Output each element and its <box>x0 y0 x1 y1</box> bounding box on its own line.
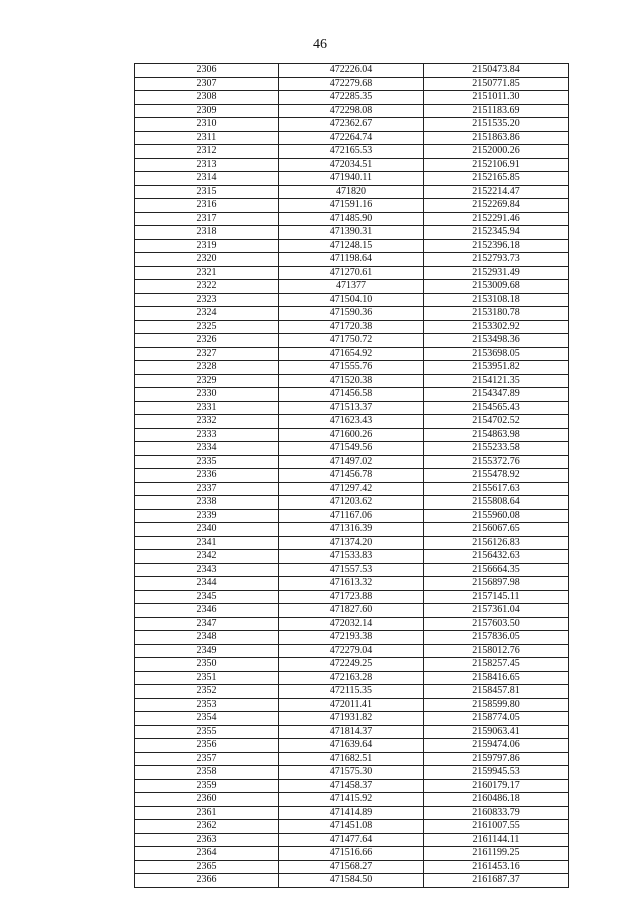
table-row <box>135 428 569 442</box>
table-row <box>135 482 569 496</box>
y-coordinate-cell: 2156126.83 <box>424 536 569 550</box>
point-number-cell: 2349 <box>135 644 279 658</box>
y-coordinate-cell: 2157361.04 <box>424 604 569 618</box>
point-number-cell: 2335 <box>135 455 279 469</box>
x-coordinate-cell: 471814.37 <box>279 725 424 739</box>
table-row <box>135 563 569 577</box>
y-coordinate-cell: 2160486.18 <box>424 793 569 807</box>
table-row <box>135 172 569 186</box>
x-coordinate-cell: 471270.61 <box>279 266 424 280</box>
x-coordinate-cell: 471549.56 <box>279 442 424 456</box>
table-row <box>135 185 569 199</box>
point-number-cell: 2347 <box>135 617 279 631</box>
x-coordinate-cell: 471497.02 <box>279 455 424 469</box>
y-coordinate-cell: 2152106.91 <box>424 158 569 172</box>
y-coordinate-cell: 2154565.43 <box>424 401 569 415</box>
y-coordinate-cell: 2159474.06 <box>424 739 569 753</box>
point-number-cell: 2346 <box>135 604 279 618</box>
table-row <box>135 442 569 456</box>
y-coordinate-cell: 2152793.73 <box>424 253 569 267</box>
x-coordinate-cell: 471827.60 <box>279 604 424 618</box>
y-coordinate-cell: 2156432.63 <box>424 550 569 564</box>
y-coordinate-cell: 2152000.26 <box>424 145 569 159</box>
point-number-cell: 2319 <box>135 239 279 253</box>
point-number-cell: 2359 <box>135 779 279 793</box>
table-row <box>135 212 569 226</box>
y-coordinate-cell: 2158012.76 <box>424 644 569 658</box>
y-coordinate-cell: 2153302.92 <box>424 320 569 334</box>
table-row <box>135 752 569 766</box>
y-coordinate-cell: 2161199.25 <box>424 847 569 861</box>
point-number-cell: 2360 <box>135 793 279 807</box>
table-row <box>135 347 569 361</box>
y-coordinate-cell: 2150771.85 <box>424 77 569 91</box>
table-row <box>135 617 569 631</box>
table-row <box>135 820 569 834</box>
x-coordinate-cell: 472362.67 <box>279 118 424 132</box>
x-coordinate-cell: 471485.90 <box>279 212 424 226</box>
y-coordinate-cell: 2158457.81 <box>424 685 569 699</box>
point-number-cell: 2306 <box>135 64 279 78</box>
x-coordinate-cell: 472264.74 <box>279 131 424 145</box>
table-row <box>135 293 569 307</box>
table-row <box>135 590 569 604</box>
point-number-cell: 2323 <box>135 293 279 307</box>
y-coordinate-cell: 2160179.17 <box>424 779 569 793</box>
point-number-cell: 2342 <box>135 550 279 564</box>
x-coordinate-cell: 471533.83 <box>279 550 424 564</box>
x-coordinate-cell: 471931.82 <box>279 712 424 726</box>
point-number-cell: 2354 <box>135 712 279 726</box>
x-coordinate-cell: 471720.38 <box>279 320 424 334</box>
y-coordinate-cell: 2152931.49 <box>424 266 569 280</box>
table-row <box>135 631 569 645</box>
table-row <box>135 779 569 793</box>
table-row <box>135 280 569 294</box>
y-coordinate-cell: 2152269.84 <box>424 199 569 213</box>
x-coordinate-cell: 472032.14 <box>279 617 424 631</box>
table-row <box>135 361 569 375</box>
point-number-cell: 2325 <box>135 320 279 334</box>
x-coordinate-cell: 471639.64 <box>279 739 424 753</box>
y-coordinate-cell: 2155960.08 <box>424 509 569 523</box>
x-coordinate-cell: 471590.36 <box>279 307 424 321</box>
x-coordinate-cell: 471520.38 <box>279 374 424 388</box>
table-row <box>135 253 569 267</box>
y-coordinate-cell: 2159063.41 <box>424 725 569 739</box>
table-row <box>135 874 569 888</box>
table-row <box>135 91 569 105</box>
point-number-cell: 2350 <box>135 658 279 672</box>
page-number: 46 <box>313 37 327 52</box>
table-row <box>135 833 569 847</box>
point-number-cell: 2345 <box>135 590 279 604</box>
table-row <box>135 671 569 685</box>
point-number-cell: 2309 <box>135 104 279 118</box>
y-coordinate-cell: 2158774.05 <box>424 712 569 726</box>
x-coordinate-cell: 471723.88 <box>279 590 424 604</box>
table-row <box>135 455 569 469</box>
table-row <box>135 604 569 618</box>
y-coordinate-cell: 2151863.86 <box>424 131 569 145</box>
point-number-cell: 2339 <box>135 509 279 523</box>
table-row <box>135 199 569 213</box>
y-coordinate-cell: 2157145.11 <box>424 590 569 604</box>
table-row <box>135 334 569 348</box>
y-coordinate-cell: 2153951.82 <box>424 361 569 375</box>
x-coordinate-cell: 471555.76 <box>279 361 424 375</box>
y-coordinate-cell: 2155617.63 <box>424 482 569 496</box>
x-coordinate-cell: 471654.92 <box>279 347 424 361</box>
y-coordinate-cell: 2151011.30 <box>424 91 569 105</box>
point-number-cell: 2318 <box>135 226 279 240</box>
y-coordinate-cell: 2154702.52 <box>424 415 569 429</box>
point-number-cell: 2322 <box>135 280 279 294</box>
point-number-cell: 2365 <box>135 860 279 874</box>
point-number-cell: 2332 <box>135 415 279 429</box>
y-coordinate-cell: 2155372.76 <box>424 455 569 469</box>
point-number-cell: 2355 <box>135 725 279 739</box>
point-number-cell: 2330 <box>135 388 279 402</box>
x-coordinate-cell: 472165.53 <box>279 145 424 159</box>
x-coordinate-cell: 471557.53 <box>279 563 424 577</box>
x-coordinate-cell: 472163.28 <box>279 671 424 685</box>
point-number-cell: 2337 <box>135 482 279 496</box>
point-number-cell: 2311 <box>135 131 279 145</box>
point-number-cell: 2334 <box>135 442 279 456</box>
table-row <box>135 806 569 820</box>
x-coordinate-cell: 472285.35 <box>279 91 424 105</box>
y-coordinate-cell: 2152165.85 <box>424 172 569 186</box>
table-row <box>135 577 569 591</box>
point-number-cell: 2343 <box>135 563 279 577</box>
x-coordinate-cell: 471513.37 <box>279 401 424 415</box>
table-row <box>135 239 569 253</box>
table-row <box>135 766 569 780</box>
point-number-cell: 2326 <box>135 334 279 348</box>
x-coordinate-cell: 471504.10 <box>279 293 424 307</box>
coordinates-table-body <box>135 64 569 888</box>
x-coordinate-cell: 471297.42 <box>279 482 424 496</box>
y-coordinate-cell: 2152214.47 <box>424 185 569 199</box>
point-number-cell: 2348 <box>135 631 279 645</box>
y-coordinate-cell: 2161144.11 <box>424 833 569 847</box>
x-coordinate-cell: 471591.16 <box>279 199 424 213</box>
table-row <box>135 712 569 726</box>
table-row <box>135 847 569 861</box>
y-coordinate-cell: 2160833.79 <box>424 806 569 820</box>
table-row <box>135 415 569 429</box>
x-coordinate-cell: 471516.66 <box>279 847 424 861</box>
y-coordinate-cell: 2154121.35 <box>424 374 569 388</box>
x-coordinate-cell: 471750.72 <box>279 334 424 348</box>
table-row <box>135 118 569 132</box>
table-row <box>135 77 569 91</box>
table-row <box>135 401 569 415</box>
point-number-cell: 2324 <box>135 307 279 321</box>
y-coordinate-cell: 2153108.18 <box>424 293 569 307</box>
y-coordinate-cell: 2152345.94 <box>424 226 569 240</box>
y-coordinate-cell: 2153498.36 <box>424 334 569 348</box>
x-coordinate-cell: 471456.78 <box>279 469 424 483</box>
x-coordinate-cell: 472298.08 <box>279 104 424 118</box>
table-row <box>135 388 569 402</box>
x-coordinate-cell: 472249.25 <box>279 658 424 672</box>
y-coordinate-cell: 2152396.18 <box>424 239 569 253</box>
y-coordinate-cell: 2159797.86 <box>424 752 569 766</box>
point-number-cell: 2356 <box>135 739 279 753</box>
x-coordinate-cell: 471584.50 <box>279 874 424 888</box>
x-coordinate-cell: 471198.64 <box>279 253 424 267</box>
x-coordinate-cell: 471414.89 <box>279 806 424 820</box>
x-coordinate-cell: 471600.26 <box>279 428 424 442</box>
point-number-cell: 2307 <box>135 77 279 91</box>
point-number-cell: 2362 <box>135 820 279 834</box>
table-row <box>135 860 569 874</box>
y-coordinate-cell: 2155233.58 <box>424 442 569 456</box>
point-number-cell: 2331 <box>135 401 279 415</box>
table-row <box>135 320 569 334</box>
point-number-cell: 2363 <box>135 833 279 847</box>
x-coordinate-cell: 472279.68 <box>279 77 424 91</box>
y-coordinate-cell: 2161687.37 <box>424 874 569 888</box>
x-coordinate-cell: 471316.39 <box>279 523 424 537</box>
point-number-cell: 2366 <box>135 874 279 888</box>
point-number-cell: 2341 <box>135 536 279 550</box>
y-coordinate-cell: 2157603.50 <box>424 617 569 631</box>
x-coordinate-cell: 471623.43 <box>279 415 424 429</box>
x-coordinate-cell: 471568.27 <box>279 860 424 874</box>
x-coordinate-cell: 471613.32 <box>279 577 424 591</box>
y-coordinate-cell: 2155478.92 <box>424 469 569 483</box>
y-coordinate-cell: 2152291.46 <box>424 212 569 226</box>
point-number-cell: 2314 <box>135 172 279 186</box>
x-coordinate-cell: 472279.04 <box>279 644 424 658</box>
point-number-cell: 2329 <box>135 374 279 388</box>
x-coordinate-cell: 471477.64 <box>279 833 424 847</box>
table-row <box>135 725 569 739</box>
point-number-cell: 2361 <box>135 806 279 820</box>
x-coordinate-cell: 472034.51 <box>279 158 424 172</box>
point-number-cell: 2358 <box>135 766 279 780</box>
table-row <box>135 536 569 550</box>
y-coordinate-cell: 2151535.20 <box>424 118 569 132</box>
x-coordinate-cell: 471415.92 <box>279 793 424 807</box>
y-coordinate-cell: 2154863.98 <box>424 428 569 442</box>
x-coordinate-cell: 471820 <box>279 185 424 199</box>
table-row <box>135 158 569 172</box>
table-row <box>135 374 569 388</box>
table-row <box>135 469 569 483</box>
x-coordinate-cell: 471458.37 <box>279 779 424 793</box>
x-coordinate-cell: 471167.06 <box>279 509 424 523</box>
table-row <box>135 131 569 145</box>
y-coordinate-cell: 2156664.35 <box>424 563 569 577</box>
coordinates-table <box>134 63 569 888</box>
y-coordinate-cell: 2156897.98 <box>424 577 569 591</box>
y-coordinate-cell: 2156067.65 <box>424 523 569 537</box>
point-number-cell: 2312 <box>135 145 279 159</box>
y-coordinate-cell: 2158416.65 <box>424 671 569 685</box>
x-coordinate-cell: 471248.15 <box>279 239 424 253</box>
point-number-cell: 2352 <box>135 685 279 699</box>
point-number-cell: 2310 <box>135 118 279 132</box>
x-coordinate-cell: 471456.58 <box>279 388 424 402</box>
x-coordinate-cell: 472115.35 <box>279 685 424 699</box>
y-coordinate-cell: 2159945.53 <box>424 766 569 780</box>
point-number-cell: 2316 <box>135 199 279 213</box>
y-coordinate-cell: 2154347.89 <box>424 388 569 402</box>
y-coordinate-cell: 2161007.55 <box>424 820 569 834</box>
table-row <box>135 307 569 321</box>
table-row <box>135 523 569 537</box>
y-coordinate-cell: 2158257.45 <box>424 658 569 672</box>
point-number-cell: 2357 <box>135 752 279 766</box>
table-row <box>135 658 569 672</box>
point-number-cell: 2338 <box>135 496 279 510</box>
point-number-cell: 2333 <box>135 428 279 442</box>
x-coordinate-cell: 472011.41 <box>279 698 424 712</box>
table-row <box>135 145 569 159</box>
table-row <box>135 644 569 658</box>
point-number-cell: 2364 <box>135 847 279 861</box>
point-number-cell: 2317 <box>135 212 279 226</box>
point-number-cell: 2340 <box>135 523 279 537</box>
y-coordinate-cell: 2158599.80 <box>424 698 569 712</box>
table-row <box>135 64 569 78</box>
y-coordinate-cell: 2153180.78 <box>424 307 569 321</box>
y-coordinate-cell: 2151183.69 <box>424 104 569 118</box>
table-row <box>135 698 569 712</box>
table-row <box>135 550 569 564</box>
x-coordinate-cell: 471374.20 <box>279 536 424 550</box>
table-row <box>135 739 569 753</box>
y-coordinate-cell: 2161453.16 <box>424 860 569 874</box>
x-coordinate-cell: 472226.04 <box>279 64 424 78</box>
point-number-cell: 2327 <box>135 347 279 361</box>
y-coordinate-cell: 2157836.05 <box>424 631 569 645</box>
x-coordinate-cell: 471451.08 <box>279 820 424 834</box>
point-number-cell: 2328 <box>135 361 279 375</box>
table-row <box>135 793 569 807</box>
x-coordinate-cell: 471203.62 <box>279 496 424 510</box>
y-coordinate-cell: 2150473.84 <box>424 64 569 78</box>
point-number-cell: 2308 <box>135 91 279 105</box>
x-coordinate-cell: 472193.38 <box>279 631 424 645</box>
y-coordinate-cell: 2153698.05 <box>424 347 569 361</box>
x-coordinate-cell: 471682.51 <box>279 752 424 766</box>
point-number-cell: 2320 <box>135 253 279 267</box>
point-number-cell: 2351 <box>135 671 279 685</box>
table-row <box>135 685 569 699</box>
point-number-cell: 2344 <box>135 577 279 591</box>
y-coordinate-cell: 2155808.64 <box>424 496 569 510</box>
x-coordinate-cell: 471377 <box>279 280 424 294</box>
y-coordinate-cell: 2153009.68 <box>424 280 569 294</box>
point-number-cell: 2353 <box>135 698 279 712</box>
point-number-cell: 2313 <box>135 158 279 172</box>
x-coordinate-cell: 471940.11 <box>279 172 424 186</box>
x-coordinate-cell: 471390.31 <box>279 226 424 240</box>
table-row <box>135 509 569 523</box>
table-row <box>135 496 569 510</box>
table-row <box>135 226 569 240</box>
table-row <box>135 266 569 280</box>
table-row <box>135 104 569 118</box>
point-number-cell: 2321 <box>135 266 279 280</box>
point-number-cell: 2336 <box>135 469 279 483</box>
x-coordinate-cell: 471575.30 <box>279 766 424 780</box>
point-number-cell: 2315 <box>135 185 279 199</box>
